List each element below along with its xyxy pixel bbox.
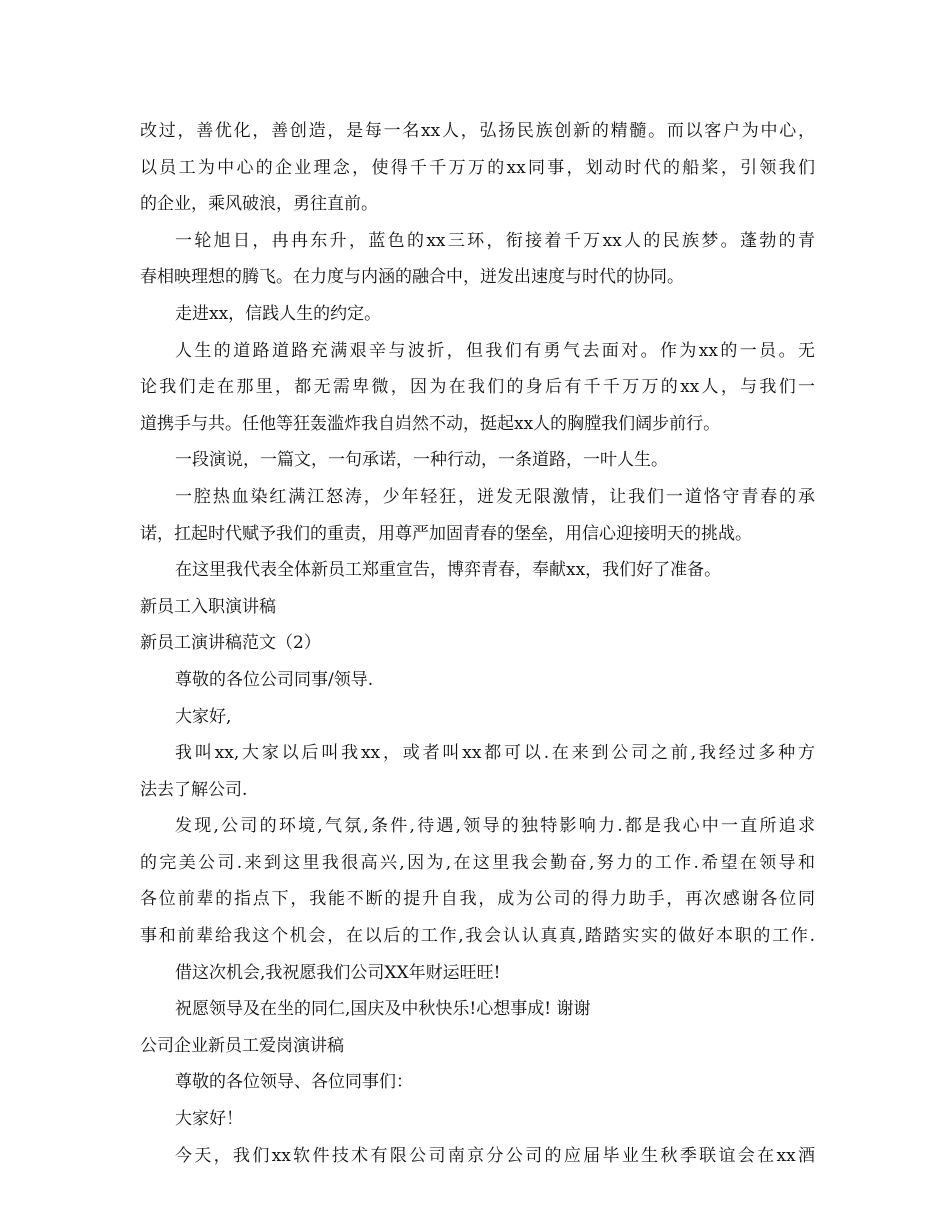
text-line: 改过，善优化，善创造，是每一名xx人，弘扬民族创新的精髓。而以客户为中心， (140, 121, 815, 141)
text-line: 事和前辈给我这个机会，在以后的工作,我会认认真真,踏踏实实的做好本职的工作. (140, 926, 815, 947)
text-line: 一轮旭日，冉冉东升，蓝色的xx三环，衔接着千万xx人的民族梦。蓬勃的青 (175, 230, 815, 251)
text-line: 今天，我们xx软件技术有限公司南京分公司的应届毕业生秋季联谊会在xx酒 (175, 1145, 815, 1166)
text-line: 各位前辈的指点下，我能不断的提升自我，成为公司的得力助手，再次感谢各位同 (140, 889, 815, 910)
text-line: 以员工为中心的企业理念，使得千千万万的xx同事，划动时代的船桨，引领我们 (140, 157, 815, 178)
text-line: 大家好, (175, 706, 232, 727)
text-line: 一段演说，一篇文，一句承诺，一种行动，一条道路，一叶人生。 (175, 450, 668, 471)
text-line: 的完美公司.来到这里我很高兴,因为,在这里我会勤奋,努力的工作.希望在领导和 (140, 852, 815, 873)
text-line: 尊敬的各位公司同事/领导. (175, 669, 374, 690)
text-line: 人生的道路道路充满艰辛与波折，但我们有勇气去面对。作为xx的一员。无 (175, 340, 815, 361)
text-line: 祝愿领导及在坐的同仁,国庆及中秋快乐!心想事成! 谢谢 (175, 999, 591, 1020)
text-line: 一腔热血染红满江怒涛，少年轻狂，迸发无限激情，让我们一道恪守青春的承 (175, 486, 815, 507)
text-line: 道携手与共。任他等狂轰滥炸我自岿然不动，挺起xx人的胸膛我们阔步前行。 (140, 413, 721, 434)
text-line: 在这里我代表全体新员工郑重宣告，博弈青春，奉献xx，我们好了准备。 (175, 560, 722, 581)
text-line: 新员工入职演讲稿 (140, 596, 276, 617)
text-line: 我叫xx,大家以后叫我xx，或者叫xx都可以.在来到公司之前,我经过多种方 (175, 743, 815, 764)
text-line: 新员工演讲稿范文（2） (140, 633, 321, 654)
text-line: 大家好！ (175, 1109, 243, 1130)
text-line: 借这次机会,我祝愿我们公司XX年财运旺旺! (175, 962, 501, 983)
text-line: 法去了解公司. (140, 779, 248, 800)
text-line: 的企业，乘风破浪，勇往直前。 (140, 194, 378, 215)
text-line: 诺，扛起时代赋予我们的重责，用尊严加固青春的堡垒，用信心迎接明天的挑战。 (140, 523, 752, 544)
document-body (140, 113, 815, 1174)
text-line: 春相映理想的腾飞。在力度与内涵的融合中，迸发出速度与时代的协同。 (140, 267, 684, 288)
text-line: 论我们走在那里，都无需卑微，因为在我们的身后有千千万万的xx人，与我们一 (140, 377, 815, 398)
text-line: 尊敬的各位领导、各位同事们： (175, 1072, 413, 1093)
text-line: 公司企业新员工爱岗演讲稿 (140, 1035, 344, 1056)
text-line: 发现,公司的环境,气氛,条件,待遇,领导的独特影响力.都是我心中一直所追求 (175, 816, 815, 837)
text-line: 走进xx，信践人生的约定。 (175, 303, 382, 324)
